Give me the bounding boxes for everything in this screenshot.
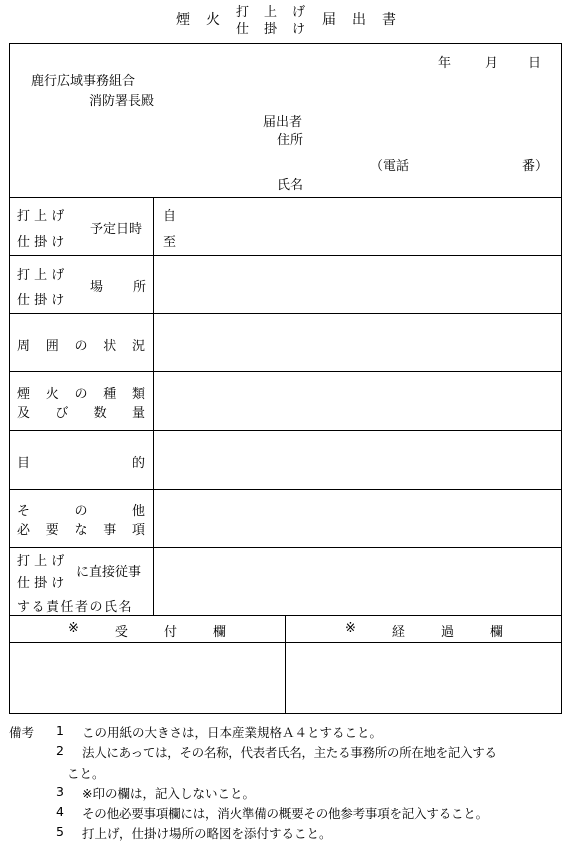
responsible-label: する責任者の氏名 <box>17 600 134 615</box>
note-text: 法人にあっては，その名称，代表者氏名，主たる事務所の所在地を記入する <box>82 745 497 760</box>
note-text: 打上げ，仕掛け場所の略図を添付すること。 <box>82 826 332 841</box>
row-divider <box>9 371 562 372</box>
schedule-from-label: 自 <box>163 209 177 224</box>
responsible-upper: 打 上 げ <box>17 554 65 569</box>
phone-close-label: 番） <box>522 159 549 174</box>
date-day-label: 日 <box>528 56 542 71</box>
title-char: げ <box>292 5 306 20</box>
row-divider <box>9 313 562 314</box>
progress-column-header: ※ 経 過 欄 <box>345 621 503 640</box>
title-char: 煙 <box>176 12 190 28</box>
title-char: 打 <box>236 5 250 20</box>
title-char: け <box>292 22 306 37</box>
label-column-divider <box>153 197 154 615</box>
note-number: 3 <box>56 784 64 799</box>
title-char: 掛 <box>264 22 278 37</box>
notes-label: 備考 <box>9 725 35 740</box>
reception-column-header: ※ 受 付 欄 <box>68 621 226 640</box>
name-label: 氏名 <box>277 178 304 193</box>
kind-label: 煙 火 の 種 類 <box>17 387 145 402</box>
title-char: 火 <box>206 12 220 28</box>
schedule-label: 予定日時 <box>90 222 143 237</box>
row-divider <box>9 197 562 198</box>
row-divider <box>9 255 562 256</box>
note-text: その他必要事項欄には，消火準備の概要その他参考事項を記入すること。 <box>82 806 488 821</box>
date-year-label: 年 <box>438 56 452 71</box>
title-char: 届 <box>322 12 336 28</box>
note-text-continuation: こと。 <box>67 766 105 781</box>
schedule-upper: 打 上 げ <box>17 209 65 224</box>
addressee-title: 消防署長殿 <box>89 94 155 109</box>
other-label: そ の 他 <box>17 504 145 519</box>
note-number: 4 <box>56 804 64 819</box>
phone-open-label: （電話 <box>370 159 410 174</box>
title-char: 上 <box>264 5 278 20</box>
other-required-label: 必 要 な 事 項 <box>17 523 145 538</box>
note-number: 2 <box>56 743 64 758</box>
row-divider <box>9 430 562 431</box>
footer-column-divider <box>285 615 286 714</box>
note-text: ※印の欄は，記入しないこと。 <box>82 786 255 801</box>
date-month-label: 月 <box>485 56 499 71</box>
place-upper: 打 上 げ <box>17 268 65 283</box>
row-divider <box>9 489 562 490</box>
place-label: 場 所 <box>90 280 146 295</box>
title-char: 出 <box>352 12 366 28</box>
place-lower: 仕 掛 け <box>17 293 65 308</box>
addressee-org: 鹿行広域事務組合 <box>31 74 136 89</box>
quantity-label: 及 び 数 量 <box>17 406 145 421</box>
title-char: 仕 <box>236 22 250 37</box>
surroundings-label: 周 囲 の 状 況 <box>17 339 145 354</box>
title-char: 書 <box>382 12 396 28</box>
purpose-label: 目 的 <box>17 456 145 471</box>
note-number: 5 <box>56 824 64 839</box>
notifier-label: 届出者 <box>263 115 303 130</box>
responsible-lower: 仕 掛 け <box>17 576 65 591</box>
note-number: 1 <box>56 723 64 738</box>
responsible-mid: に直接従事 <box>76 565 142 580</box>
address-label: 住所 <box>277 133 304 148</box>
schedule-to-label: 至 <box>163 235 177 250</box>
schedule-lower: 仕 掛 け <box>17 235 65 250</box>
note-text: この用紙の大きさは，日本産業規格Ａ４とすること。 <box>82 725 383 740</box>
row-divider <box>9 547 562 548</box>
